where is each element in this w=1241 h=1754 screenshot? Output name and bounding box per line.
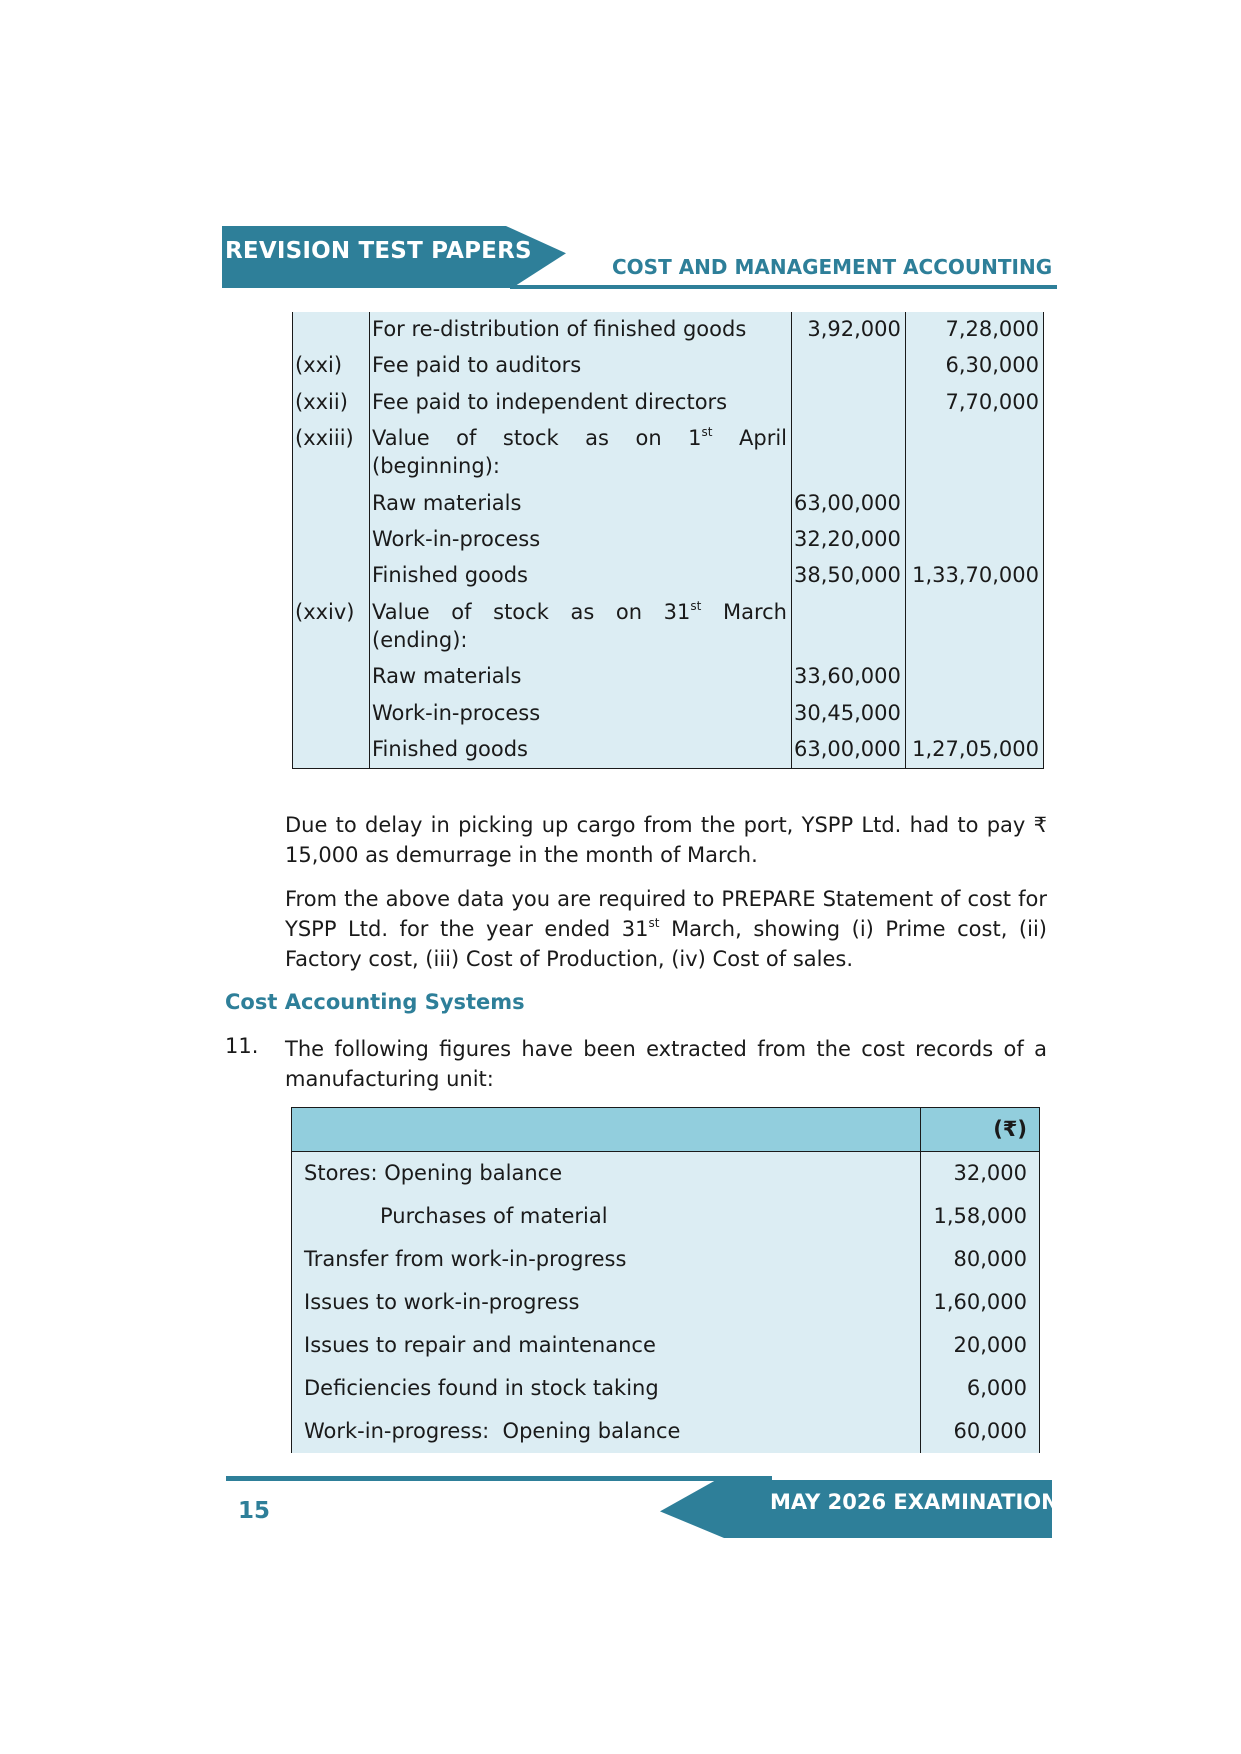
question-text: The following figures have been extracted from the cost records of a manufacturing unit:: [285, 1037, 1047, 1091]
row-description: [370, 421, 792, 486]
row-amount: [792, 348, 906, 384]
row-value: 32,000: [953, 1161, 1027, 1185]
requirement-paragraph: From the above data you are required to PREPARE Statement of cost for YSPP Ltd. for the year ended 31st March, showing (i) Prime cost, (ii) Factory cost, (iii) Cost of Production, (iv) Cost of sales.: [285, 887, 1047, 971]
row-number: [293, 312, 370, 348]
row-amount: [792, 421, 906, 486]
row-label: Purchases of material: [292, 1195, 921, 1238]
table-header-row: [292, 1108, 1040, 1152]
row-total: [905, 696, 1043, 732]
row-total: 7,28,000: [945, 317, 1039, 341]
row-number: (xxii): [293, 385, 370, 421]
row-total: 7,70,000: [945, 389, 1039, 414]
table-row: [293, 385, 1044, 421]
row-number: [293, 486, 370, 522]
row-total: [905, 659, 1043, 695]
question-number: 11.: [225, 1034, 259, 1058]
row-value: 1,60,000: [933, 1290, 1027, 1314]
header-blank-cell: [292, 1108, 921, 1152]
row-amount: [792, 595, 906, 660]
row-value: 60,000: [953, 1419, 1027, 1443]
table-row: [292, 1238, 1040, 1281]
table-row: [293, 732, 1044, 769]
row-description: Fee paid to independent directors: [370, 385, 792, 421]
row-description: Raw materials: [370, 486, 792, 522]
header-left-title: REVISION TEST PAPERS: [225, 238, 532, 264]
row-description: Finished goods: [370, 732, 792, 769]
table-row: [293, 312, 1044, 348]
table-row: [293, 595, 1044, 660]
table-row: [293, 486, 1044, 522]
row-amount: 32,20,000: [792, 522, 906, 558]
row-number: [293, 522, 370, 558]
row-description-line2: (beginning):: [372, 454, 500, 479]
row-label: Issues to repair and maintenance: [292, 1324, 921, 1367]
row-number: (xxiv): [293, 595, 370, 660]
table-row: [293, 659, 1044, 695]
table-row: [293, 522, 1044, 558]
row-amount: 33,60,000: [792, 659, 906, 695]
table-row: [293, 421, 1044, 486]
row-number: [293, 659, 370, 695]
table-row: [292, 1367, 1040, 1410]
row-description: For re-distribution of finished goods: [370, 312, 792, 348]
row-description: [370, 595, 792, 660]
row-amount: 63,00,000: [792, 486, 906, 522]
row-description-line2: (ending):: [372, 628, 468, 653]
row-total: [905, 595, 1043, 660]
row-value: 1,58,000: [933, 1204, 1027, 1228]
row-total: [905, 486, 1043, 522]
table-row: [292, 1324, 1040, 1367]
row-total: 6,30,000: [945, 353, 1039, 378]
row-description: Fee paid to auditors: [370, 348, 792, 384]
row-description: Raw materials: [370, 659, 792, 695]
cost-data-table: [292, 312, 1044, 769]
row-amount: 3,92,000: [792, 312, 906, 348]
row-label: Work-in-progress: Opening balance: [292, 1410, 921, 1453]
table-row: [292, 1281, 1040, 1324]
header-rule: [510, 285, 1057, 289]
demurrage-paragraph: Due to delay in picking up cargo from the port, YSPP Ltd. had to pay ₹ 15,000 as demurrage in the month of March.: [285, 813, 1047, 867]
row-number: [293, 732, 370, 769]
row-total: [905, 421, 1043, 486]
page-number: 15: [238, 1498, 271, 1524]
row-description: Work-in-process: [370, 696, 792, 732]
row-total: 1,33,70,000: [912, 563, 1039, 588]
table-row: [292, 1152, 1040, 1196]
row-label: Transfer from work-in-progress: [292, 1238, 921, 1281]
row-total: [905, 522, 1043, 558]
row-label: Stores: Opening balance: [292, 1152, 921, 1196]
row-number: [293, 696, 370, 732]
row-value: 20,000: [953, 1333, 1027, 1357]
table-row: [292, 1195, 1040, 1238]
row-amount: 30,45,000: [792, 696, 906, 732]
row-value: 80,000: [953, 1247, 1027, 1271]
row-description-line1: Value of stock as on 31st March: [372, 598, 787, 624]
row-number: (xxiii): [293, 421, 370, 486]
row-amount: 38,50,000: [792, 558, 906, 594]
row-total: 1,27,05,000: [912, 737, 1039, 762]
footer-exam-label: MAY 2026 EXAMINATION: [770, 1490, 1059, 1514]
section-title: Cost Accounting Systems: [225, 990, 525, 1014]
row-label: Issues to work-in-progress: [292, 1281, 921, 1324]
footer-rule: [226, 1476, 772, 1481]
row-amount: [792, 385, 906, 421]
row-number: [293, 558, 370, 594]
currency-header: (₹): [921, 1108, 1040, 1152]
row-label: Deficiencies found in stock taking: [292, 1367, 921, 1410]
table-row: [293, 348, 1044, 384]
table-row: [293, 558, 1044, 594]
row-value: 6,000: [966, 1376, 1027, 1400]
row-amount: 63,00,000: [792, 732, 906, 769]
header-right-title: COST AND MANAGEMENT ACCOUNTING: [612, 255, 1053, 279]
table-row: [293, 696, 1044, 732]
stores-table: [291, 1107, 1040, 1453]
row-number: (xxi): [293, 348, 370, 384]
row-description-line1: Value of stock as on 1st April: [372, 425, 787, 451]
table-row: [292, 1410, 1040, 1453]
row-description: Work-in-process: [370, 522, 792, 558]
row-description: Finished goods: [370, 558, 792, 594]
